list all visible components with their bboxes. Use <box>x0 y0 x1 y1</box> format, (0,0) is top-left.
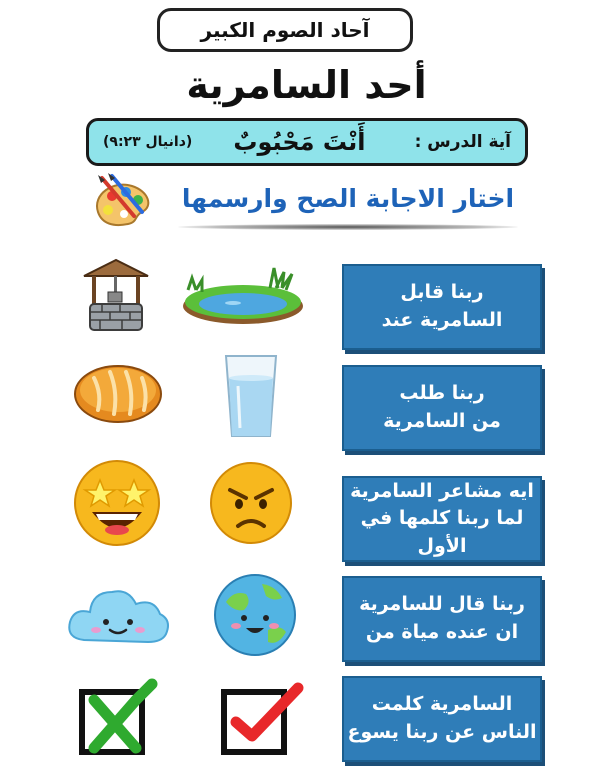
water-glass-icon[interactable] <box>222 352 280 440</box>
question-1-line1: ربنا قابل <box>400 281 484 304</box>
question-3-line2: لما ربنا كلمها في الأول <box>360 507 524 557</box>
question-box-2 <box>342 365 542 451</box>
instruction-area <box>88 172 528 232</box>
check-mark-icon[interactable] <box>218 678 306 758</box>
earth-icon[interactable] <box>212 572 298 658</box>
question-4-line1: ربنا قال للسامرية <box>359 593 525 616</box>
verse-bar <box>86 118 528 166</box>
verse-reference: (دانيال ٩:٢٣) <box>103 134 193 150</box>
question-5-line1: السامرية كلمت <box>371 693 513 716</box>
series-title-pill <box>157 8 413 52</box>
verse-label: آية الدرس : <box>414 132 511 152</box>
question-5-line2: الناس عن ربنا يسوع <box>347 721 537 743</box>
question-3-line1: ايه مشاعر السامرية <box>350 479 534 502</box>
question-2-line2: من السامرية <box>383 410 501 432</box>
x-mark-icon[interactable] <box>78 678 162 758</box>
question-box-1 <box>342 264 542 350</box>
star-eyes-face-icon[interactable] <box>72 458 162 548</box>
question-box-4 <box>342 576 542 662</box>
well-icon[interactable] <box>80 256 152 334</box>
lesson-title: أحد السامرية <box>186 63 427 107</box>
paint-palette-icon <box>88 172 160 232</box>
question-2-line1: ربنا طلب <box>399 382 485 405</box>
series-title: آحاد الصوم الكبير <box>200 18 370 42</box>
question-1-line2: السامرية عند <box>381 309 503 331</box>
question-box-5 <box>342 676 542 762</box>
verse-text: أَنْتَ مَحْبُوبٌ <box>233 128 366 156</box>
instruction-underline <box>178 224 518 230</box>
bread-icon[interactable] <box>72 360 164 426</box>
cloud-icon[interactable] <box>64 580 174 652</box>
angry-face-icon[interactable] <box>208 460 294 546</box>
question-box-3 <box>342 476 542 562</box>
instruction-text: اختار الاجابة الصح وارسمها <box>181 183 515 213</box>
question-4-line2: ان عنده مياة من <box>365 621 519 643</box>
pond-icon[interactable] <box>178 262 308 328</box>
